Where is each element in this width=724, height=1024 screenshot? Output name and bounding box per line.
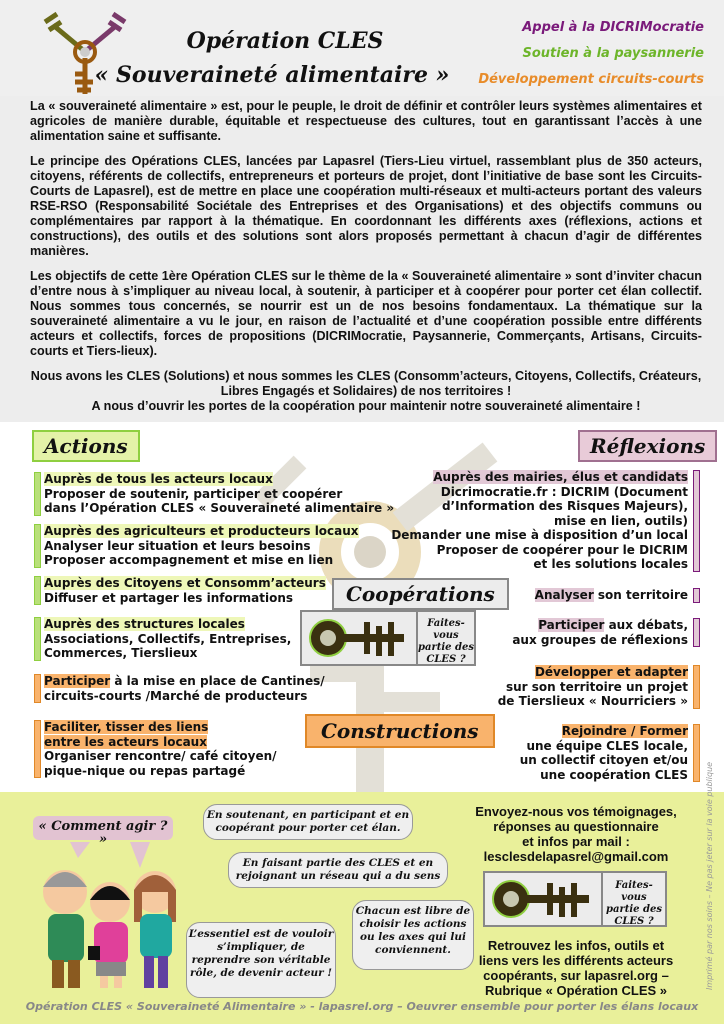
green-bar: [34, 472, 41, 516]
construction-line: pique-nique ou repas partagé: [44, 763, 246, 778]
key-icon: [302, 612, 416, 664]
reflexion-heading: Analyser: [534, 588, 594, 602]
green-bar: [34, 617, 41, 661]
intro-paragraph: Le principe des Opérations CLES, lancées par Lapasrel (Tiers-Lieu virtuel, rassemblant plus de 350 acteurs, citoyens, référents de collectifs, entrepreneurs et porteurs de projet, dont l’initiative de base sont les Circuits-Courts de Lapasrel), est de mettre en place une coopération multi-réseaux et multi-acteurs portant des valeurs RSE-RSO (Responsabilité Sociétale des Entreprises et des Organisations) et des objectifs communs ou complémentaires par rapport à la thématique. En coordonnant les différents axes (réflexions, actions et constructions), des outils et des solutions sont alors proposés permettant à chacun d’agir de différentes manières.: [30, 154, 702, 258]
intro-paragraph: Nous avons les CLES (Solutions) et nous sommes les CLES (Consomm’acteurs, Citoyens, Collectifs, Créateurs, Libres Engagés et Solidaires) de nos territoires !: [30, 369, 702, 398]
action-item: [34, 617, 291, 661]
construction-heading: Rejoindre / Former: [561, 724, 688, 738]
orange-bar: [693, 724, 700, 782]
intro-paragraph: La « souveraineté alimentaire » est, pour le peuple, le droit de définir et contrôler leurs systèmes alimentaires et agricoles de manière durable, équitable et respectueuse des cultures, tout en garantissant l’accès à une alimentation saine et suffisante.: [30, 99, 702, 143]
reflexion-heading: Participer: [538, 618, 605, 632]
reflexion-item: [391, 470, 700, 572]
bottom-question: Faites-vous partie des CLES ?: [601, 871, 667, 927]
links-line: Rubrique « Opération CLES »: [484, 983, 668, 998]
reflexion-line: aux groupes de réflexions: [512, 632, 688, 647]
bottom-key-box: [483, 871, 603, 927]
construction-line: sur son territoire un projet: [505, 679, 688, 694]
action-line: Proposer de soutenir, participer et coopérer: [44, 486, 343, 501]
action-item: [34, 472, 394, 516]
action-item: [34, 576, 326, 605]
construction-heading: Participer: [44, 674, 111, 688]
intro-paragraph: Les objectifs de cette 1ère Opération CLES sur le thème de la « Souveraineté alimentaire » sont d’inviter chacun d’entre nous à s’impliquer au niveau local, à soutenir, à participer et à coopérer pour porter cet élan collectif. Nous sommes tous concernés, se nourrir est un de nos besoins fondamentaux. La thématique sur la souveraineté alimentaire a vu le jour, en raison de l’actualité et d’une coopération possible entre différents acteurs et collectifs, forces de propositions (DICRIMocratie, Paysannerie, Commerçants, Artisans, Circuits-courts et Tiers-lieux).: [30, 269, 702, 358]
tag-circuits-courts: Développement circuits-courts: [478, 72, 704, 87]
construction-item: [34, 674, 325, 703]
title-line-1: Opération CLES: [186, 28, 384, 54]
orange-bar: [34, 674, 41, 703]
intro-text: [30, 99, 702, 414]
speech-bubble: En faisant partie des CLES et en rejoignant un réseau qui a du sens: [228, 852, 448, 888]
green-bar: [34, 524, 41, 568]
construction-line: circuits-courts /Marché de producteurs: [44, 688, 308, 703]
construction-line: une équipe CLES locale,: [526, 738, 688, 753]
tag-paysannerie: Soutien à la paysannerie: [522, 46, 704, 61]
construction-heading: Développer et adapter: [534, 665, 688, 679]
links-line: coopérants, sur lapasrel.org –: [483, 968, 669, 983]
cooperations-question: Faites-vous partie des CLES ?: [416, 610, 476, 666]
header: [0, 0, 724, 96]
reflexion-item: [535, 588, 700, 603]
action-heading: Auprès de tous les acteurs locaux: [44, 472, 273, 486]
action-heading: Auprès des structures locales: [44, 617, 245, 631]
action-line: Proposer accompagnement et mise en lien: [44, 553, 334, 567]
reflexion-line: son territoire: [593, 588, 688, 602]
cooperations-key-box: [300, 610, 418, 666]
action-line: Associations, Collectifs, Entreprises,: [44, 631, 292, 646]
construction-line: de Tierslieux « Nourriciers »: [497, 694, 688, 708]
orange-bar: [693, 665, 700, 709]
title-line-2: « Souveraineté alimentaire »: [94, 62, 450, 88]
construction-line: un collectif citoyen et/ou: [519, 753, 688, 767]
action-heading: Auprès des Citoyens et Consomm’acteurs: [44, 576, 326, 590]
speech-bubble: En soutenant, en participant et en coopérant pour porter cet élan.: [203, 804, 413, 840]
reflexion-heading: Auprès des mairies, élus et candidats: [433, 470, 688, 484]
construction-line: Organiser rencontre/ café citoyen/: [44, 749, 277, 763]
action-item: [34, 524, 359, 568]
action-line: Diffuser et partager les informations: [44, 590, 294, 605]
cooperations-title: Coopérations: [332, 578, 509, 610]
action-heading: Auprès des agriculteurs et producteurs locaux: [44, 524, 359, 538]
orange-bar: [34, 720, 41, 778]
intro-paragraph: A nous d’ouvrir les portes de la coopération pour maintenir notre souveraineté alimentaire !: [91, 399, 641, 413]
purple-bar: [693, 470, 700, 572]
construction-item: [498, 665, 700, 709]
construction-item: [34, 720, 277, 778]
axes-section: [0, 422, 724, 792]
key-icon: [485, 873, 601, 925]
how-to-act-section: [0, 792, 724, 1024]
reflexion-line: mise en lien, outils): [554, 513, 688, 528]
purple-bar: [693, 588, 700, 603]
construction-line: à la mise en place de Cantines/: [110, 674, 325, 688]
reflexion-line: aux débats,: [604, 618, 688, 632]
construction-line: une coopération CLES: [540, 767, 688, 782]
people-illustration-icon: [30, 842, 190, 992]
footer-text: Opération CLES « Souveraineté Alimentaire » - lapasrel.org – Oeuvrer ensemble pour porter les élans locaux: [25, 1000, 699, 1013]
green-bar: [34, 576, 41, 605]
links-line: Retrouvez les infos, outils et: [487, 938, 665, 953]
reflexion-line: Dicrimocratie.fr : DICRIM (Document: [440, 484, 688, 499]
constructions-title: Constructions: [305, 714, 495, 748]
contact-line: Envoyez-nous vos témoignages,: [475, 804, 677, 819]
links-block: [458, 938, 694, 998]
action-line: Analyser leur situation et leurs besoins: [44, 538, 311, 553]
construction-heading: Faciliter, tisser des liens: [44, 720, 209, 734]
speech-bubble: L’essentiel est de vouloir s’impliquer, de reprendre son véritable rôle, de devenir acteur !: [186, 922, 336, 998]
speech-bubble: Chacun est libre de choisir les actions ou les axes qui lui conviennent.: [352, 900, 474, 970]
reflexions-title: Réflexions: [578, 430, 717, 462]
action-line: dans l’Opération CLES « Souveraineté alimentaire »: [44, 501, 395, 515]
contact-line: et infos par mail :: [522, 834, 630, 849]
links-line: liens vers les différents acteurs: [478, 953, 674, 968]
contact-line: réponses au questionnaire: [493, 819, 659, 834]
reflexion-item: [512, 618, 700, 647]
contact-block: [458, 804, 694, 864]
comment-agir-bubble: « Comment agir ? »: [33, 816, 173, 840]
actions-title: Actions: [32, 430, 140, 462]
reflexion-line: Proposer de coopérer pour le DICRIM: [436, 542, 688, 557]
reflexion-line: d’Information des Risques Majeurs),: [441, 499, 688, 513]
reflexion-line: et les solutions locales: [533, 557, 688, 571]
print-note: Imprimé par nos soins – Ne pas jeter sur la voie publique: [705, 761, 714, 990]
purple-bar: [693, 618, 700, 647]
construction-heading: entre les acteurs locaux: [44, 734, 207, 749]
reflexion-line: Demander une mise à disposition d’un local: [391, 528, 688, 542]
email-link[interactable]: lesclesdelapasrel@gmail.com: [483, 849, 669, 864]
tag-dicrimocratie: Appel à la DICRIMocratie: [522, 20, 704, 35]
action-line: Commerces, Tierslieux: [44, 646, 198, 660]
construction-item: [520, 724, 700, 782]
